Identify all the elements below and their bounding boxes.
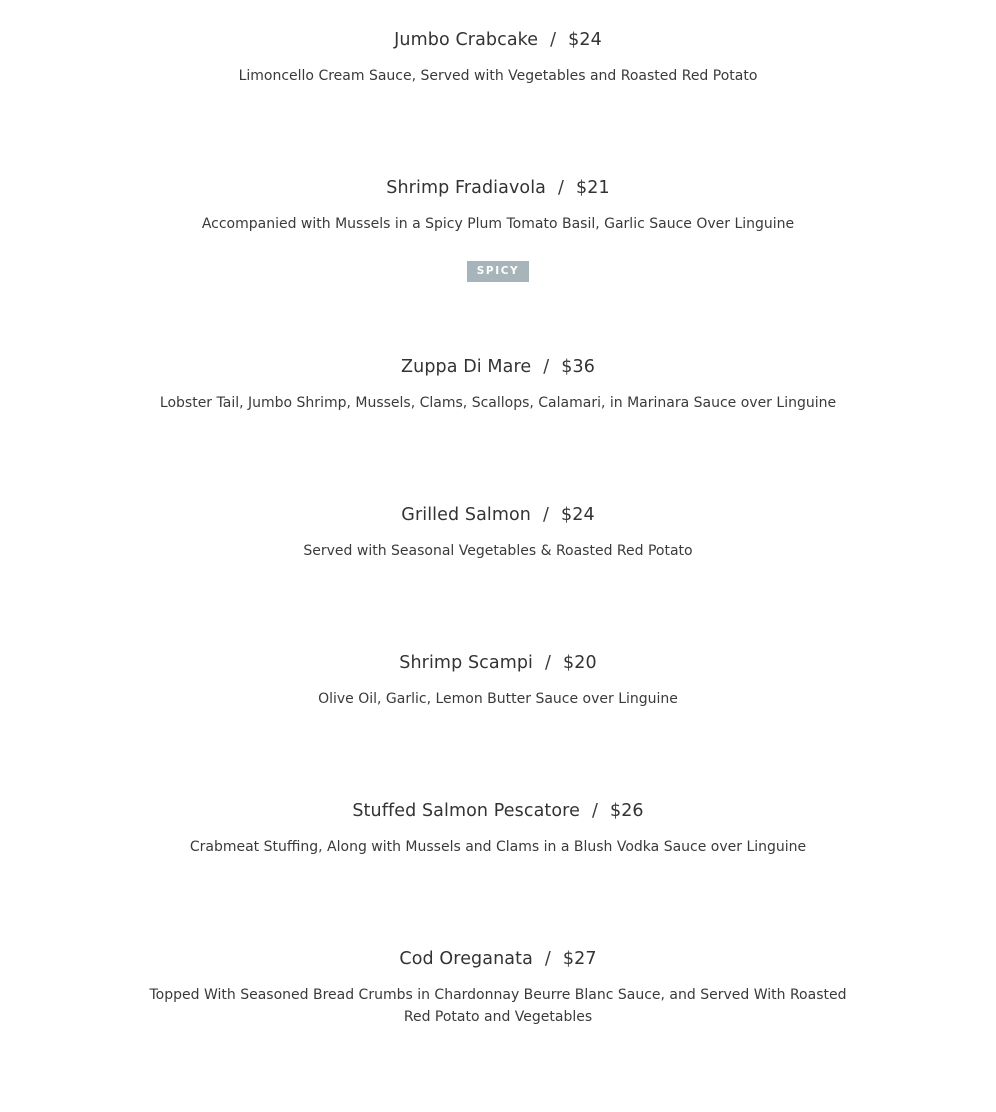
menu-item-title [0,29,996,51]
menu-item-zuppa-di-mare [0,356,996,414]
menu-item-description: Olive Oil, Garlic, Lemon Butter Sauce over Linguine [318,691,678,707]
spicy-badge: SPICY [467,261,529,282]
menu-item-title [0,177,996,199]
menu-item-shrimp-scampi [0,652,996,710]
price-separator: / [550,30,557,50]
menu-item-price: $27 [562,949,597,969]
menu-item-name: Stuffed Salmon Pescatore [352,801,580,821]
menu-item-description: Served with Seasonal Vegetables & Roasted Red Potato [303,543,693,559]
price-separator: / [543,357,550,377]
menu-item-price: $24 [561,505,595,525]
price-separator: / [558,178,565,198]
menu-item-title [0,800,996,822]
menu-item-name: Jumbo Crabcake [394,30,539,50]
menu-item-description: Limoncello Cream Sauce, Served with Vegetables and Roasted Red Potato [238,68,758,84]
menu-item-description: Topped With Seasoned Bread Crumbs in Chardonnay Beurre Blanc Sauce, and Served With Roasted Red Potato and Vegetables [149,987,847,1025]
menu-item-price: $20 [563,653,597,673]
menu-item-title [0,652,996,674]
menu-item-name: Shrimp Scampi [399,653,534,673]
menu-item-description: Crabmeat Stuffing, Along with Mussels and Clams in a Blush Vodka Sauce over Linguine [189,839,807,855]
menu-item-title [0,356,996,378]
menu-item-stuffed-salmon-pescatore [0,800,996,858]
price-separator: / [543,505,550,525]
menu-item-price: $24 [568,30,602,50]
price-separator: / [591,801,598,821]
menu-item-price: $26 [609,801,644,821]
menu-item-name: Cod Oreganata [399,949,533,969]
menu-item-description: Lobster Tail, Jumbo Shrimp, Mussels, Clams, Scallops, Calamari, in Marinara Sauce over Linguine [159,395,837,411]
menu-item-cod-oreganata [0,948,996,1028]
menu-item-shrimp-fradiavola [0,177,996,282]
menu-item-name: Shrimp Fradiavola [386,178,547,198]
price-separator: / [545,653,552,673]
menu-item-name: Grilled Salmon [401,505,532,525]
menu-item-description: Accompanied with Mussels in a Spicy Plum Tomato Basil, Garlic Sauce Over Linguine [201,216,795,232]
menu-item-price: $36 [561,357,595,377]
menu-item-title [0,504,996,526]
menu-item-name: Zuppa Di Mare [401,357,532,377]
menu-item-grilled-salmon [0,504,996,562]
menu-item-price: $21 [576,178,610,198]
menu-item-jumbo-crabcake [0,29,996,87]
price-separator: / [544,949,551,969]
menu-item-title [0,948,996,970]
